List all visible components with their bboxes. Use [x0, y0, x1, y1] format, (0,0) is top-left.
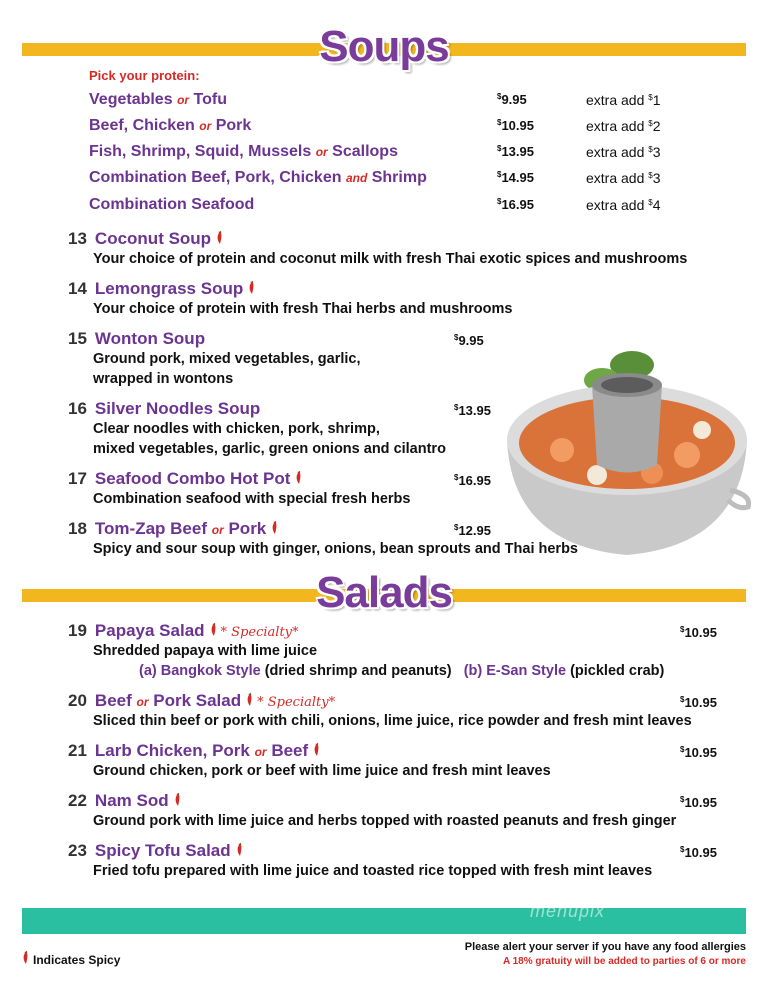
footer-band [22, 908, 746, 934]
footer-notes [465, 941, 746, 967]
menu-item-19: 19 Papaya Salad * Specialty* Shredded papaya with lime juice (a) Bangkok Style (dried shrimp and peanuts) (b) E-San Style (pickled crab) [68, 621, 665, 679]
price: $12.95 [454, 523, 491, 538]
price: $13.95 [454, 403, 491, 418]
chili-pepper-icon [22, 951, 30, 965]
chili-pepper-icon [210, 623, 218, 637]
menu-item-18: 18 Tom-Zap Beef or Pork Spicy and sour soup with ginger, onions, bean sprouts and Thai herbs [68, 519, 578, 557]
menu-item-22: 22 Nam Sod Ground pork with lime juice and herbs topped with roasted peanuts and fresh ginger [68, 791, 677, 829]
protein-row: Combination Beef, Pork, Chicken and Shrimp $14.95 extra add $3 [89, 169, 661, 186]
menu-item-23: 23 Spicy Tofu Salad Fried tofu prepared with lime juice and toasted rice topped with fresh mint leaves [68, 841, 653, 879]
chili-pepper-icon [246, 693, 254, 707]
price: $10.95 [680, 795, 717, 810]
gratuity-note: A 18% gratuity will be added to parties of 6 or more [502, 956, 746, 967]
price: $10.95 [680, 745, 717, 760]
soups-title: Soups [319, 22, 449, 71]
menu-item-13: 13 Coconut Soup Your choice of protein and coconut milk with fresh Thai exotic spices and mushrooms [68, 229, 688, 267]
price: $9.95 [454, 333, 484, 348]
chili-pepper-icon [236, 843, 244, 857]
menu-item-21: 21 Larb Chicken, Pork or Beef Ground chicken, pork or beef with lime juice and fresh mint leaves [68, 741, 551, 779]
price: $10.95 [680, 695, 717, 710]
chili-pepper-icon [216, 231, 224, 245]
menu-item-17: 17 Seafood Combo Hot Pot Combination seafood with special fresh herbs [68, 469, 411, 507]
menu-item-14: 14 Lemongrass Soup Your choice of protein with fresh Thai herbs and mushrooms [68, 279, 513, 317]
spicy-legend: Indicates Spicy [22, 951, 120, 967]
chili-pepper-icon [313, 743, 321, 757]
price: $16.95 [454, 473, 491, 488]
chili-pepper-icon [295, 471, 303, 485]
allergy-note: Please alert your server if you have any food allergies [464, 941, 746, 953]
protein-row: Vegetables or Tofu $9.95 extra add $1 [89, 91, 661, 108]
menu-item-16: 16 Silver Noodles Soup Clear noodles with chicken, pork, shrimp, mixed vegetables, garlic, green onions and cilantro [68, 399, 446, 457]
protein-row: Fish, Shrimp, Squid, Mussels or Scallops $13.95 extra add $3 [89, 143, 661, 160]
pick-protein-label: Pick your protein: [89, 68, 200, 83]
chili-pepper-icon [174, 793, 182, 807]
price: $10.95 [680, 625, 717, 640]
price: $10.95 [680, 845, 717, 860]
protein-row: Beef, Chicken or Pork $10.95 extra add $2 [89, 117, 661, 134]
chili-pepper-icon [271, 521, 279, 535]
salads-title: Salads [316, 568, 452, 617]
menu-item-20: 20 Beef or Pork Salad * Specialty* Sliced thin beef or pork with chili, onions, lime juice, rice powder and fresh mint leaves [68, 691, 692, 729]
menu-item-15: 15 Wonton Soup Ground pork, mixed vegetables, garlic, wrapped in wontons [68, 329, 361, 387]
chili-pepper-icon [248, 281, 256, 295]
protein-row: Combination Seafood $16.95 extra add $4 [89, 196, 661, 213]
watermark: menupix [530, 901, 606, 921]
